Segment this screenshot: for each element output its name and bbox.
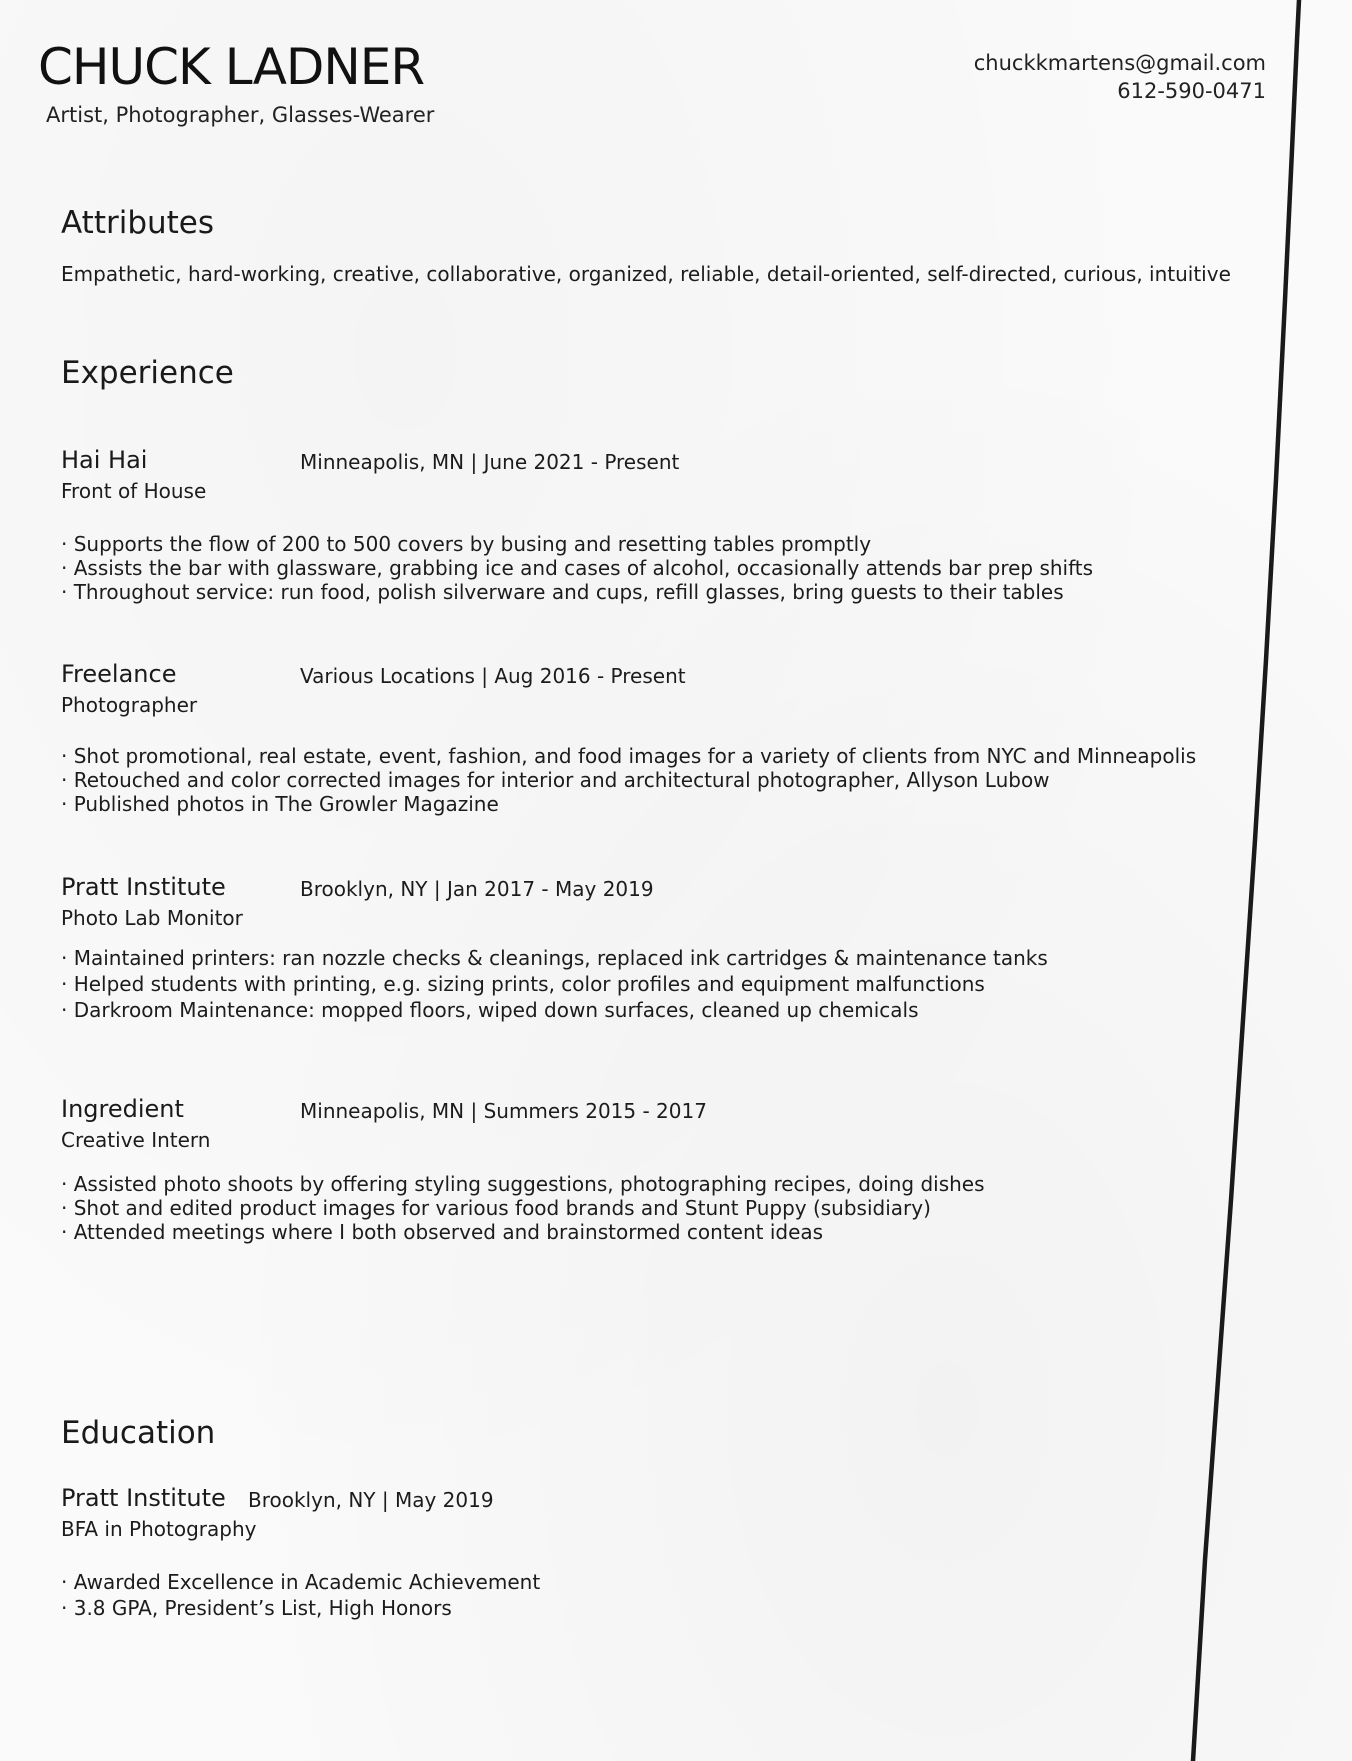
job-bullet: · Throughout service: run food, polish silverware and cups, refill glasses, bring guests to their tables [61,580,1064,604]
experience-heading: Experience [61,355,234,391]
job-company: Hai Hai [61,446,148,474]
job-location-dates: Minneapolis, MN | June 2021 - Present [300,450,680,474]
attributes-text: Empathetic, hard-working, creative, collaborative, organized, reliable, detail-oriented, self-directed, curious, intuitive [61,262,1231,286]
job-company: Freelance [61,660,177,688]
job-role: Photographer [61,693,198,717]
job-bullet: · Darkroom Maintenance: mopped floors, wiped down surfaces, cleaned up chemicals [61,998,919,1022]
contact-phone: 612-590-0471 [1117,79,1266,103]
job-company: Pratt Institute [61,873,226,901]
contact-email: chuckkmartens@gmail.com [973,51,1266,75]
job-bullet: · Shot promotional, real estate, event, fashion, and food images for a variety of clients from NYC and Minneapolis [61,744,1197,768]
education-degree: BFA in Photography [61,1517,257,1541]
job-bullet: · Helped students with printing, e.g. sizing prints, color profiles and equipment malfunctions [61,972,985,996]
job-location-dates: Brooklyn, NY | Jan 2017 - May 2019 [300,877,654,901]
education-school: Pratt Institute [61,1484,226,1512]
job-role: Front of House [61,479,207,503]
job-bullet: · Retouched and color corrected images for interior and architectural photographer, Allyson Lubow [61,768,1050,792]
attributes-heading: Attributes [61,205,215,241]
job-location-dates: Various Locations | Aug 2016 - Present [300,664,686,688]
education-heading: Education [61,1415,216,1451]
job-bullet: · Shot and edited product images for various food brands and Stunt Puppy (subsidiary) [61,1196,931,1220]
job-role: Creative Intern [61,1128,211,1152]
job-bullet: · Published photos in The Growler Magazine [61,792,499,816]
candidate-tagline: Artist, Photographer, Glasses-Wearer [46,103,435,127]
job-bullet: · Maintained printers: ran nozzle checks & cleanings, replaced ink cartridges & maintenance tanks [61,946,1048,970]
job-company: Ingredient [61,1095,184,1123]
job-location-dates: Minneapolis, MN | Summers 2015 - 2017 [300,1099,707,1123]
candidate-name: CHUCK LADNER [38,38,425,96]
job-bullet: · Supports the flow of 200 to 500 covers by busing and resetting tables promptly [61,532,872,556]
education-bullet: · 3.8 GPA, President’s List, High Honors [61,1596,452,1620]
job-role: Photo Lab Monitor [61,906,243,930]
job-bullet: · Attended meetings where I both observed and brainstormed content ideas [61,1220,824,1244]
job-bullet: · Assisted photo shoots by offering styling suggestions, photographing recipes, doing dishes [61,1172,985,1196]
job-bullet: · Assists the bar with glassware, grabbing ice and cases of alcohol, occasionally attends bar prep shifts [61,556,1094,580]
education-bullet: · Awarded Excellence in Academic Achievement [61,1570,541,1594]
education-location-date: Brooklyn, NY | May 2019 [248,1488,494,1512]
